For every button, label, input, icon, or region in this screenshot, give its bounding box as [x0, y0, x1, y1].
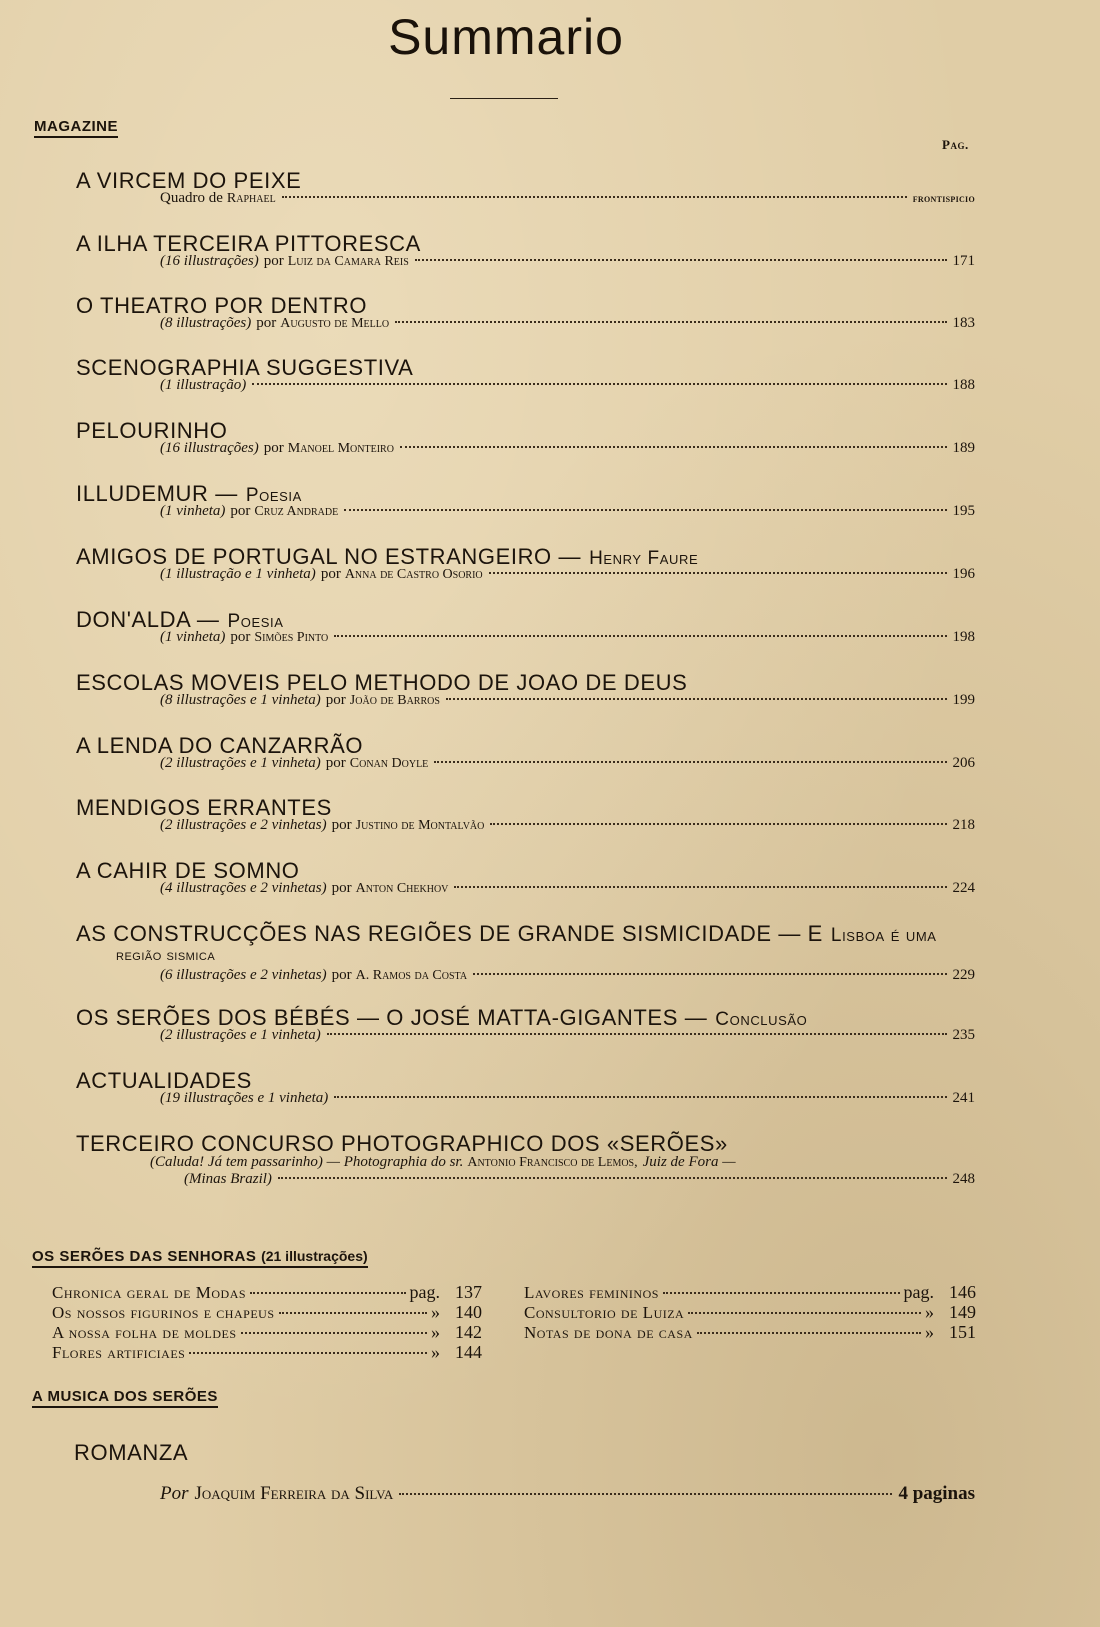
entry-by: por — [325, 755, 346, 771]
entry-by: por — [230, 629, 251, 645]
dot-leader — [489, 572, 947, 574]
section-heading-musica: A MUSICA DOS SERÕES — [32, 1388, 218, 1408]
entry-page-number: 218 — [952, 817, 975, 833]
dot-leader — [279, 1312, 428, 1314]
entry-page-number: 248 — [952, 1171, 975, 1187]
entry-place: Juiz de Fora — — [642, 1154, 736, 1170]
entry-page-number: 199 — [952, 692, 975, 708]
dot-leader — [252, 383, 946, 385]
entry-title-text: ESCOLAS MOVEIS PELO METHODO DE JOAO DE DEUS — [76, 670, 688, 695]
entry-title-text: A VIRCEM DO PEIXE — [76, 168, 302, 193]
senhoras-left-column — [52, 1282, 482, 1362]
entry-by: por — [331, 880, 352, 896]
entry-description: (1 illustração e 1 vinheta) — [160, 566, 316, 582]
entry-page-number: 198 — [952, 629, 975, 645]
entry-detail-line — [160, 967, 975, 984]
senhoras-note: (21 illustrações) — [261, 1248, 368, 1264]
dot-leader — [473, 973, 946, 975]
entry-detail-line — [160, 253, 975, 270]
entry-title-text: OS SERÕES DOS BÉBÉS — O JOSÉ MATTA-GIGANTES — — [76, 1005, 708, 1030]
dot-leader — [241, 1332, 427, 1334]
entry-description: (8 illustrações e 1 vinheta) — [160, 692, 321, 708]
senhoras-item-label: Flores artificiaes — [52, 1343, 186, 1362]
entry-description: Quadro de — [160, 190, 223, 206]
entry-by: por — [256, 315, 277, 331]
entry-page-number: 229 — [952, 967, 975, 983]
entry-detail-line — [160, 1171, 975, 1188]
entry-author: Anton Chekhov — [355, 881, 449, 896]
entry-title-text: A CAHIR DE SOMNO — [76, 858, 300, 883]
music-por: Por — [160, 1483, 189, 1504]
entry-page-number: 188 — [952, 377, 975, 393]
dot-leader — [282, 196, 907, 198]
senhoras-item-label: Os nossos figurinos e chapeus — [52, 1303, 275, 1322]
music-piece-title: ROMANZA — [74, 1440, 189, 1465]
entry-title-text: DON'ALDA — — [76, 607, 220, 632]
senhoras-row — [524, 1282, 976, 1302]
entry-description: (6 illustrações e 2 vinhetas) — [160, 967, 327, 983]
entry-by: por — [263, 440, 284, 456]
dot-leader — [454, 886, 946, 888]
entry-author: Augusto de Mello — [280, 316, 390, 331]
dot-leader — [446, 698, 947, 700]
entry-by: por — [325, 692, 346, 708]
entry-by: por — [320, 566, 341, 582]
senhoras-item-page: 151 — [949, 1322, 976, 1342]
senhoras-item-label: Lavores femininos — [524, 1283, 659, 1302]
entry-description: (1 illustração) — [160, 377, 247, 393]
entry-title-text: ILLUDEMUR — — [76, 481, 238, 506]
entry-subtitle: Conclusão — [715, 1009, 808, 1030]
entry-title-text: TERCEIRO CONCURSO PHOTOGRAPHICO DOS «SERÕES» — [76, 1131, 728, 1156]
dot-leader — [344, 509, 946, 511]
entry-page-number: 224 — [952, 880, 975, 896]
entry-detail-line — [160, 503, 975, 520]
entry-by: por — [230, 503, 251, 519]
entry-title-text: A LENDA DO CANZARRÃO — [76, 733, 364, 758]
entry-author: Simões Pinto — [254, 630, 329, 645]
senhoras-item-page: 144 — [455, 1342, 482, 1362]
entry-author: Manoel Monteiro — [287, 441, 394, 456]
entry-detail-line — [160, 440, 975, 457]
entry-description: (8 illustrações) — [160, 315, 252, 331]
entry-page-number: 241 — [952, 1090, 975, 1106]
dot-leader — [327, 1033, 947, 1035]
entry-detail-line — [160, 629, 975, 646]
entry-author: Justino de Montalvão — [355, 818, 485, 833]
entry-detail-line — [160, 566, 975, 583]
dot-leader — [399, 1493, 892, 1495]
entry-title — [76, 921, 937, 947]
senhoras-right-column — [524, 1282, 976, 1342]
entry-title-text: O THEATRO POR DENTRO — [76, 293, 368, 318]
page-title: Summario — [388, 9, 624, 65]
entry-page-number: 235 — [952, 1027, 975, 1043]
senhoras-item-page: 137 — [455, 1282, 482, 1302]
entry-author: Cruz Andrade — [254, 504, 339, 519]
dot-leader — [415, 259, 947, 261]
music-pages: 4 paginas — [898, 1483, 975, 1504]
music-author-line — [160, 1483, 975, 1505]
senhoras-item-page: 140 — [455, 1302, 482, 1322]
section-heading-magazine: MAGAZINE — [34, 118, 118, 138]
entry-title-text: AMIGOS DE PORTUGAL NO ESTRANGEIRO — — [76, 544, 582, 569]
entry-detail-line — [160, 880, 975, 897]
dot-leader — [334, 1096, 946, 1098]
senhoras-item-prefix: » — [431, 1342, 440, 1362]
entry-author: Raphael — [226, 191, 276, 206]
entry-title-text: SCENOGRAPHIA SUGGESTIVA — [76, 355, 414, 380]
dot-leader — [278, 1177, 947, 1179]
entry-description: (1 vinheta) — [160, 503, 226, 519]
entry-page-number: 206 — [952, 755, 975, 771]
pag-column-label: Pag. — [942, 137, 969, 152]
entry-description: (2 illustrações e 1 vinheta) — [160, 1027, 321, 1043]
entry-detail-line — [160, 1027, 975, 1044]
entry-title-text: MENDIGOS ERRANTES — [76, 795, 332, 820]
dot-leader — [688, 1312, 921, 1314]
senhoras-row — [52, 1342, 482, 1362]
senhoras-item-label: Consultorio de Luiza — [524, 1303, 685, 1322]
senhoras-heading-text: OS SERÕES DAS SENHORAS — [32, 1248, 257, 1265]
entry-detail-line — [160, 377, 975, 394]
entry-page-number: 195 — [952, 503, 975, 519]
entry-detail-line — [160, 1090, 975, 1107]
entry-detail-line — [150, 1154, 965, 1171]
dot-leader — [490, 823, 946, 825]
dot-leader — [400, 446, 947, 448]
entry-description: (19 illustrações e 1 vinheta) — [160, 1090, 329, 1106]
senhoras-item-page: 146 — [949, 1282, 976, 1302]
senhoras-item-page: 149 — [949, 1302, 976, 1322]
entry-description-cont: (Minas Brazil) — [184, 1171, 272, 1187]
senhoras-row — [52, 1322, 482, 1342]
entry-by: por — [263, 253, 284, 269]
senhoras-item-prefix: » — [431, 1302, 440, 1322]
entry-page-number: frontispicio — [912, 191, 975, 205]
entry-detail-line — [160, 817, 975, 834]
senhoras-item-page: 142 — [455, 1322, 482, 1342]
entry-author: Luiz da Camara Reis — [287, 254, 409, 269]
entry-description: (16 illustrações) — [160, 253, 259, 269]
entry-title-text: A ILHA TERCEIRA PITTORESCA — [76, 231, 421, 256]
dot-leader — [250, 1292, 405, 1294]
entry-description: (4 illustrações e 2 vinhetas) — [160, 880, 327, 896]
entry-author: Conan Doyle — [349, 756, 429, 771]
entry-detail-line — [160, 692, 975, 709]
entry-description: (1 vinheta) — [160, 629, 226, 645]
entry-author: João de Barros — [349, 693, 440, 708]
entry-description: (16 illustrações) — [160, 440, 259, 456]
entry-page-number: 171 — [952, 253, 975, 269]
dot-leader — [697, 1332, 921, 1334]
entry-subtitle: Poesia — [245, 485, 302, 506]
entry-title-text: AS CONSTRUCÇÕES NAS REGIÕES DE GRANDE SISMICIDADE — E — [76, 921, 823, 946]
entry-page-number: 183 — [952, 315, 975, 331]
entry-description: (2 illustrações e 2 vinhetas) — [160, 817, 327, 833]
senhoras-item-label: Notas de dona de casa — [524, 1323, 693, 1342]
entry-by: por — [331, 817, 352, 833]
entry-subtitle: Poesia — [227, 611, 284, 632]
senhoras-item-prefix: pag. — [903, 1282, 934, 1302]
senhoras-row — [524, 1302, 976, 1322]
dot-leader — [395, 321, 946, 323]
entry-author: Anna de Castro Osorio — [344, 567, 483, 582]
senhoras-item-prefix: » — [431, 1322, 440, 1342]
entry-detail-line — [160, 190, 975, 207]
senhoras-row — [524, 1322, 976, 1342]
dot-leader — [663, 1292, 900, 1294]
entry-author: A. Ramos da Costa — [355, 968, 468, 983]
entry-page-number: 189 — [952, 440, 975, 456]
section-heading-senhoras — [32, 1248, 368, 1268]
entry-detail-line — [160, 315, 975, 332]
entry-subtitle: Lisboa é uma — [830, 925, 937, 946]
dot-leader — [334, 635, 946, 637]
senhoras-row — [52, 1282, 482, 1302]
senhoras-row — [52, 1302, 482, 1322]
dot-leader — [434, 761, 946, 763]
entry-subtitle: Henry Faure — [589, 548, 699, 569]
entry-title-continuation: região sismica — [116, 947, 216, 964]
senhoras-item-label: A nossa folha de moldes — [52, 1323, 237, 1342]
entry-title-text: ACTUALIDADES — [76, 1068, 252, 1093]
entry-page-number: 196 — [952, 566, 975, 582]
senhoras-item-prefix: pag. — [409, 1282, 440, 1302]
entry-description: (Caluda! Já tem passarinho) — Photographia do sr. — [150, 1154, 464, 1170]
senhoras-item-prefix: » — [925, 1322, 934, 1342]
dot-leader — [189, 1352, 427, 1354]
senhoras-item-label: Chronica geral de Modas — [52, 1283, 247, 1302]
title-rule — [450, 98, 558, 99]
entry-author: Antonio Francisco de Lemos, — [467, 1155, 638, 1170]
entry-title-text: PELOURINHO — [76, 418, 228, 443]
music-author: Joaquim Ferreira da Silva — [194, 1483, 394, 1504]
senhoras-item-prefix: » — [925, 1302, 934, 1322]
entry-by: por — [331, 967, 352, 983]
entry-detail-line — [160, 755, 975, 772]
entry-description: (2 illustrações e 1 vinheta) — [160, 755, 321, 771]
